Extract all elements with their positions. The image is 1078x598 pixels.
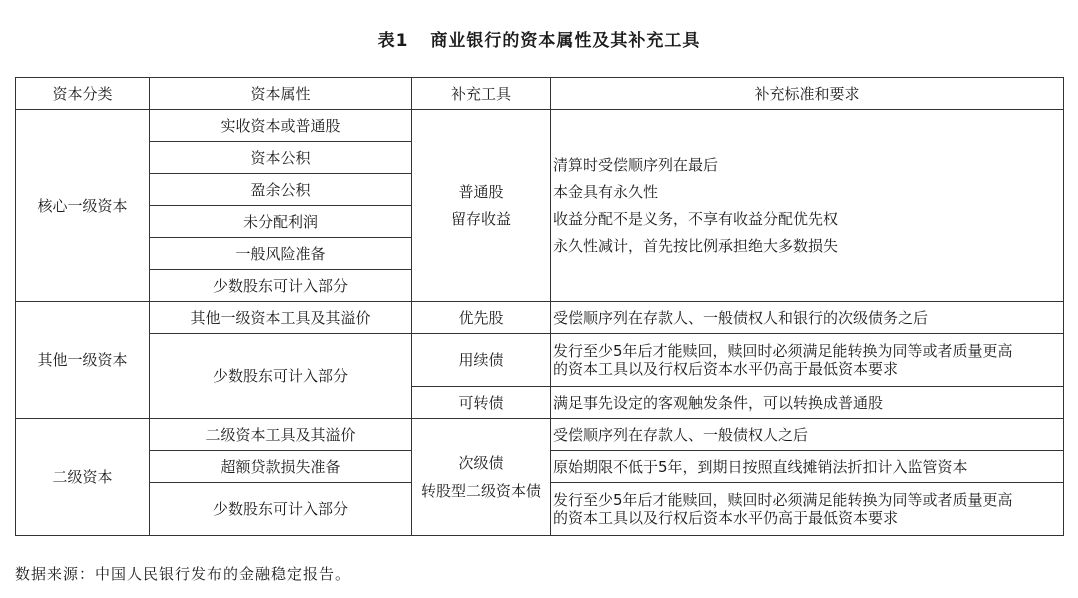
standard-line: 的资本工具以及行权后资本水平仍高于最低资本要求 <box>553 360 899 378</box>
standard-line: 的资本工具以及行权后资本水平仍高于最低资本要求 <box>553 509 899 527</box>
tool-line: 次级债 <box>458 454 504 472</box>
data-source-note: 数据来源：中国人民银行发布的金融稳定报告。 <box>15 565 352 583</box>
standard-cell <box>551 334 1064 387</box>
attribute-cell: 未分配利润 <box>150 206 412 238</box>
header-category: 资本分类 <box>16 78 150 110</box>
category-tier2: 二级资本 <box>16 419 150 536</box>
standard-cell: 满足事先设定的客观触发条件，可以转换成普通股 <box>551 387 1064 419</box>
standard-cell <box>551 483 1064 536</box>
table-row <box>16 110 1064 142</box>
attribute-cell: 盈余公积 <box>150 174 412 206</box>
attribute-cell: 资本公积 <box>150 142 412 174</box>
standard-line: 清算时受偿顺序列在最后 <box>553 155 719 174</box>
standard-line: 收益分配不是义务，不享有收益分配优先权 <box>553 209 839 228</box>
tool-line: 普通股 <box>458 182 504 201</box>
table-row <box>16 334 1064 387</box>
attribute-cell: 超额贷款损失准备 <box>150 451 412 483</box>
tool-cell: 优先股 <box>412 302 551 334</box>
attribute-cell: 实收资本或普通股 <box>150 110 412 142</box>
attribute-cell: 二级资本工具及其溢价 <box>150 419 412 451</box>
standard-line: 永久性减计，首先按比例承担绝大多数损失 <box>553 236 839 255</box>
standard-line: 发行至少5年后才能赎回，赎回时必须满足能转换为同等或者质量更高 <box>553 342 1013 360</box>
standard-core <box>551 110 1064 302</box>
header-standard: 补充标准和要求 <box>551 78 1064 110</box>
header-row <box>16 78 1064 110</box>
attribute-cell: 一般风险准备 <box>150 238 412 270</box>
capital-table <box>15 77 1064 536</box>
tool-tier2 <box>412 419 551 536</box>
table-row <box>16 419 1064 451</box>
header-tool: 补充工具 <box>412 78 551 110</box>
tool-cell: 可转债 <box>412 387 551 419</box>
standard-line: 本金具有永久性 <box>553 182 659 201</box>
table-title-text: 商业银行的资本属性及其补充工具 <box>430 31 701 51</box>
category-other: 其他一级资本 <box>16 302 150 419</box>
category-core: 核心一级资本 <box>16 110 150 302</box>
table-title <box>0 26 1078 51</box>
standard-line: 发行至少5年后才能赎回，赎回时必须满足能转换为同等或者质量更高 <box>553 491 1013 509</box>
attribute-cell: 少数股东可计入部分 <box>150 334 412 419</box>
standard-cell: 原始期限不低于5年，到期日按照直线摊销法折扣计入监管资本 <box>551 451 1064 483</box>
tool-core <box>412 110 551 302</box>
attribute-cell: 其他一级资本工具及其溢价 <box>150 302 412 334</box>
attribute-cell: 少数股东可计入部分 <box>150 483 412 536</box>
table-row <box>16 302 1064 334</box>
standard-cell: 受偿顺序列在存款人、一般债权人和银行的次级债务之后 <box>551 302 1064 334</box>
header-attribute: 资本属性 <box>150 78 412 110</box>
attribute-cell: 少数股东可计入部分 <box>150 270 412 302</box>
tool-cell: 用续债 <box>412 334 551 387</box>
tool-line: 留存收益 <box>450 209 511 228</box>
table-number: 表1 <box>377 31 409 51</box>
tool-line: 转股型二级资本债 <box>420 482 541 500</box>
standard-cell: 受偿顺序列在存款人、一般债权人之后 <box>551 419 1064 451</box>
